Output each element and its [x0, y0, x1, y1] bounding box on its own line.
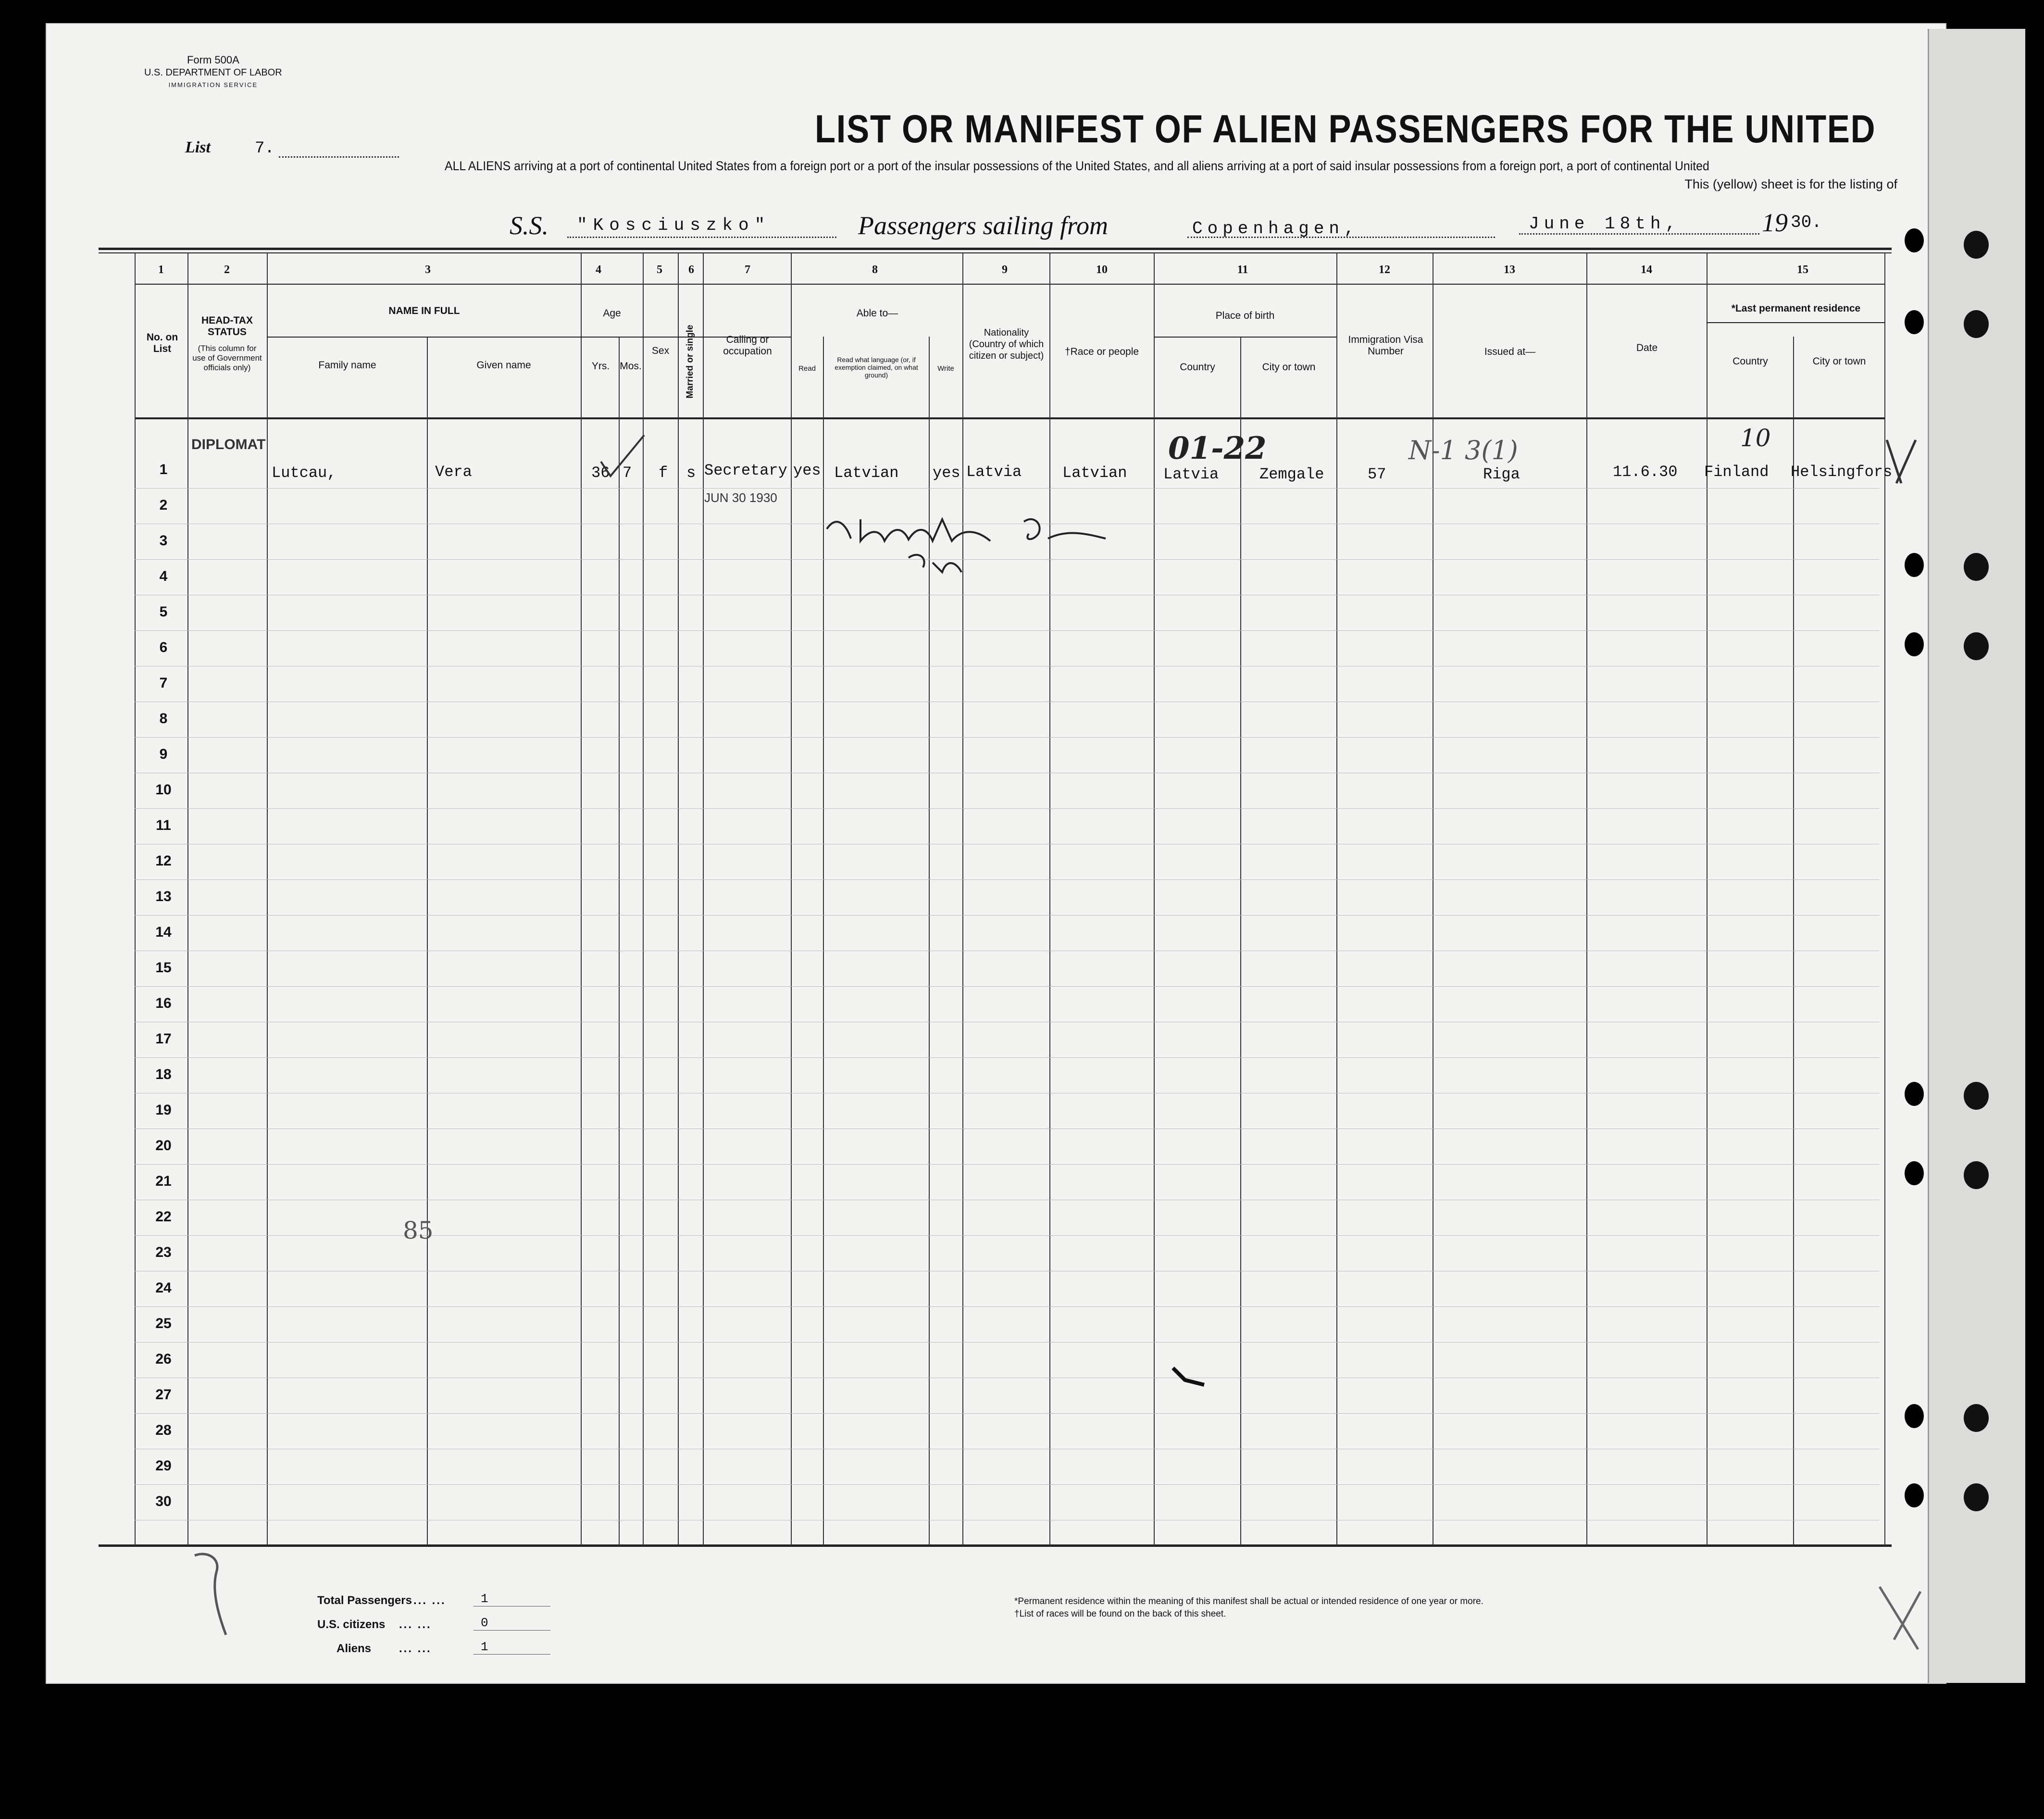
row-number: 11 — [156, 817, 171, 833]
binder-hole — [1964, 632, 1989, 660]
binder-hole — [1905, 632, 1924, 656]
row-rule — [135, 1164, 1880, 1165]
row-number: 6 — [159, 640, 168, 655]
hdr-visa: Immigration Visa Number — [1348, 334, 1423, 357]
col-num: 15 — [1797, 263, 1808, 276]
row-number: 2 — [159, 497, 168, 513]
row-number: 12 — [155, 853, 172, 869]
row-rule — [135, 915, 1880, 916]
handwritten-annotation — [817, 495, 1125, 587]
vline — [619, 337, 620, 1546]
dots: ... ... — [399, 1642, 432, 1655]
col-num: 14 — [1641, 263, 1652, 276]
aliens-rule — [474, 1654, 550, 1655]
port: Copenhagen, — [1192, 219, 1359, 238]
col-num: 10 — [1096, 263, 1108, 276]
binder-hole — [1905, 310, 1924, 334]
list-dotline — [279, 156, 399, 158]
x-mark — [1882, 435, 1920, 493]
table-top-rule — [99, 248, 1892, 250]
dots: ... ... — [413, 1594, 446, 1607]
hand-x-mark — [1875, 1582, 1932, 1654]
read: yes — [793, 462, 821, 479]
row-number: 24 — [155, 1280, 172, 1296]
list-label: List — [185, 138, 211, 156]
hdr-race: †Race or people — [1064, 346, 1139, 357]
row-number: 21 — [155, 1173, 172, 1189]
hand-mark-1 — [187, 1543, 245, 1640]
binder-hole — [1905, 1082, 1924, 1106]
vline — [962, 252, 963, 1546]
dots: ... ... — [399, 1618, 432, 1631]
visa-number: 57 — [1368, 465, 1386, 483]
row-rule — [135, 1235, 1880, 1236]
row-number: 15 — [155, 960, 172, 976]
family-name: Lutcau, — [272, 464, 337, 482]
subhdr-rule-res — [1707, 322, 1884, 323]
list-number: 7. — [255, 139, 274, 158]
head-tax-diplomat: DIPLOMAT — [191, 437, 266, 452]
hdr-mos: Mos. — [620, 361, 642, 372]
hdr-birth-country: Country — [1180, 362, 1215, 373]
binder-hole — [1964, 310, 1989, 338]
row-number: 5 — [159, 604, 168, 620]
race: Latvian — [1062, 464, 1127, 482]
binder-hole — [1905, 228, 1924, 252]
checkmark — [596, 433, 649, 490]
year-prefix: 19 — [1762, 208, 1788, 237]
hdr-nationality: Nationality (Country of which citizen or subject) — [969, 327, 1044, 361]
margin-number-85: 85 — [403, 1217, 434, 1244]
binder-hole — [1905, 553, 1924, 577]
hdr-issued-at: Issued at— — [1484, 346, 1536, 357]
calling: Secretary — [704, 462, 787, 479]
vline — [1793, 337, 1794, 1546]
footnote-residence: *Permanent residence within the meaning of this manifest shall be actual or intended residence of one year or more. — [1014, 1596, 1483, 1606]
row-rule — [135, 488, 1880, 489]
row-number: 27 — [155, 1387, 172, 1403]
vline — [791, 252, 792, 1546]
row-rule — [135, 1484, 1880, 1485]
col-num: 1 — [158, 263, 164, 276]
hdr-res-country: Country — [1732, 356, 1768, 367]
hdr-married: Married or single — [685, 325, 695, 399]
col-num: 7 — [745, 263, 750, 276]
col-num: 3 — [425, 263, 431, 276]
res-city: Helsingfors — [1791, 463, 1893, 481]
row-number: 3 — [159, 533, 168, 549]
row-rule — [135, 1306, 1880, 1307]
nationality: Latvia — [966, 463, 1022, 481]
col-num: 8 — [872, 263, 878, 276]
hdr-name-in-full: NAME IN FULL — [388, 305, 460, 316]
colnum-rule — [135, 284, 1884, 285]
birth-country: Latvia — [1163, 465, 1219, 483]
vline — [703, 252, 704, 1546]
aliens-value: 1 — [481, 1640, 488, 1654]
table-top-rule-2 — [99, 252, 1892, 253]
age-months: 7 — [623, 464, 632, 482]
visa-date: 11.6.30 — [1613, 463, 1678, 481]
row-number: 7 — [159, 675, 168, 691]
binder-hole — [1905, 1483, 1924, 1507]
binder-hole — [1964, 1082, 1989, 1110]
row-rule — [135, 879, 1880, 880]
hdr-res-city: City or town — [1812, 356, 1866, 367]
row-number: 16 — [155, 995, 172, 1011]
form-header — [144, 54, 282, 91]
hdr-date: Date — [1636, 342, 1658, 353]
date-stamp: JUN 30 1930 — [704, 490, 777, 505]
col-num: 12 — [1379, 263, 1390, 276]
hand-residence-code: 10 — [1740, 424, 1771, 452]
vline — [187, 252, 188, 1546]
col-num: 4 — [596, 263, 601, 276]
hdr-read: Read — [798, 364, 816, 373]
hdr-sex: Sex — [651, 345, 670, 356]
hand-birth-code: 01-22 — [1168, 430, 1267, 466]
marital-status: s — [686, 464, 696, 482]
subtitle-line2: This (yellow) sheet is for the listing of — [1684, 177, 1897, 191]
sex: f — [659, 464, 668, 482]
binder-hole — [1905, 1161, 1924, 1185]
col-num: 9 — [1002, 263, 1008, 276]
department: U.S. DEPARTMENT OF LABOR — [144, 67, 282, 78]
vline — [135, 252, 136, 1546]
row-number: 9 — [159, 746, 168, 762]
subtitle-line1: ALL ALIENS arriving at a port of continental United States from a foreign port or a port of the insular possessions of the United States, and all aliens arriving at a port of said insular possessions from a foreign port, a port of continental United — [445, 159, 1709, 173]
row-number: 8 — [159, 711, 168, 727]
hdr-no-on-list: No. on List — [146, 332, 178, 354]
ink-mark — [1171, 1366, 1209, 1390]
sailing-date: June 18th, — [1529, 214, 1681, 234]
sailing-label: Passengers sailing from — [858, 211, 1109, 240]
row-rule — [135, 630, 1880, 631]
header-bottom-rule — [135, 417, 1884, 419]
hdr-able-to: Able to— — [856, 308, 898, 319]
us-citizens-label: U.S. citizens — [317, 1618, 386, 1631]
total-passengers-label: Total Passengers — [317, 1594, 412, 1607]
aliens-label: Aliens — [337, 1642, 372, 1655]
date-dotline — [1519, 233, 1759, 235]
row-number: 4 — [159, 568, 168, 584]
hand-visa-code: N-1 3(1) — [1408, 435, 1518, 465]
vline — [1336, 252, 1337, 1546]
col-num: 13 — [1504, 263, 1515, 276]
binder-hole — [1964, 231, 1989, 259]
ship-dotline — [567, 237, 836, 238]
row-number: 28 — [155, 1422, 172, 1438]
vline — [1154, 252, 1155, 1546]
hdr-calling: Calling or occupation — [723, 334, 772, 357]
hdr-birth-city: City or town — [1262, 362, 1316, 373]
ship-name: "Kosciuszko" — [577, 215, 771, 235]
total-passengers-value: 1 — [481, 1592, 488, 1606]
write: yes — [933, 464, 960, 482]
ss-label: S.S. — [510, 211, 548, 240]
vline — [1240, 337, 1241, 1546]
binder-hole — [1905, 1404, 1924, 1428]
col-num: 2 — [224, 263, 230, 276]
manifest-title: LIST OR MANIFEST OF ALIEN PASSENGERS FOR THE UNITED — [815, 107, 1876, 151]
year-suffix: 30. — [1791, 213, 1822, 232]
binder-hole — [1964, 1161, 1989, 1189]
col-num: 5 — [657, 263, 662, 276]
table-bottom-rule — [99, 1544, 1892, 1547]
vline — [427, 337, 428, 1546]
col-num: 6 — [688, 263, 694, 276]
vline — [1049, 252, 1050, 1546]
row-number: 26 — [155, 1351, 172, 1367]
row-rule — [135, 986, 1880, 987]
subhdr-rule-birth — [1154, 337, 1336, 338]
row-number: 29 — [155, 1458, 172, 1474]
row-number: 18 — [155, 1066, 172, 1082]
hdr-write: Write — [937, 364, 954, 373]
footnote-races: †List of races will be found on the back of this sheet. — [1014, 1609, 1226, 1619]
language: Latvian — [834, 464, 899, 482]
form-number: Form 500A — [187, 54, 239, 66]
vline — [267, 252, 268, 1546]
birth-city: Zemgale — [1259, 465, 1324, 483]
age-years: 36 — [591, 464, 610, 482]
binder-hole — [1964, 1483, 1989, 1511]
vline — [678, 252, 679, 1546]
row-rule — [135, 808, 1880, 809]
row-number: 19 — [155, 1102, 172, 1118]
row-number: 30 — [155, 1493, 172, 1509]
vline — [581, 252, 582, 1546]
issued-at: Riga — [1483, 465, 1520, 483]
row-number: 17 — [155, 1031, 172, 1047]
hdr-place-of-birth: Place of birth — [1215, 310, 1275, 321]
row-rule — [135, 1413, 1880, 1414]
binder-hole — [1964, 553, 1989, 581]
row-number: 14 — [155, 924, 172, 940]
hdr-head-tax-note: (This column for use of Government officials only) — [192, 344, 262, 372]
row-number: 25 — [155, 1316, 172, 1331]
hdr-last-residence: *Last permanent residence — [1731, 303, 1861, 314]
hdr-language: Read what language (or, if exemption claimed, on what ground) — [835, 356, 918, 379]
hdr-given-name: Given name — [476, 360, 531, 371]
row-number: 1 — [159, 462, 168, 477]
hdr-yrs: Yrs. — [591, 361, 610, 372]
row-number: 23 — [155, 1244, 172, 1260]
col-num: 11 — [1237, 263, 1248, 276]
binder-hole — [1964, 1404, 1989, 1432]
res-country: Finland — [1704, 463, 1769, 481]
row-number: 20 — [155, 1138, 172, 1154]
row-number: 10 — [155, 782, 172, 798]
given-name: Vera — [435, 463, 472, 481]
row-number: 22 — [155, 1209, 172, 1225]
hdr-family-name: Family name — [318, 360, 376, 371]
hdr-age: Age — [603, 308, 621, 319]
service: IMMIGRATION SERVICE — [168, 81, 258, 88]
hdr-head-tax: HEAD-TAX STATUS — [201, 315, 253, 338]
row-number: 13 — [155, 889, 172, 904]
us-citizens-value: 0 — [481, 1616, 488, 1630]
port-dotline — [1187, 237, 1495, 238]
vline — [1586, 252, 1587, 1546]
citizens-rule — [474, 1630, 550, 1631]
row-rule — [135, 1057, 1880, 1058]
row-rule — [135, 737, 1880, 738]
next-sheet-edge — [1928, 29, 2025, 1683]
